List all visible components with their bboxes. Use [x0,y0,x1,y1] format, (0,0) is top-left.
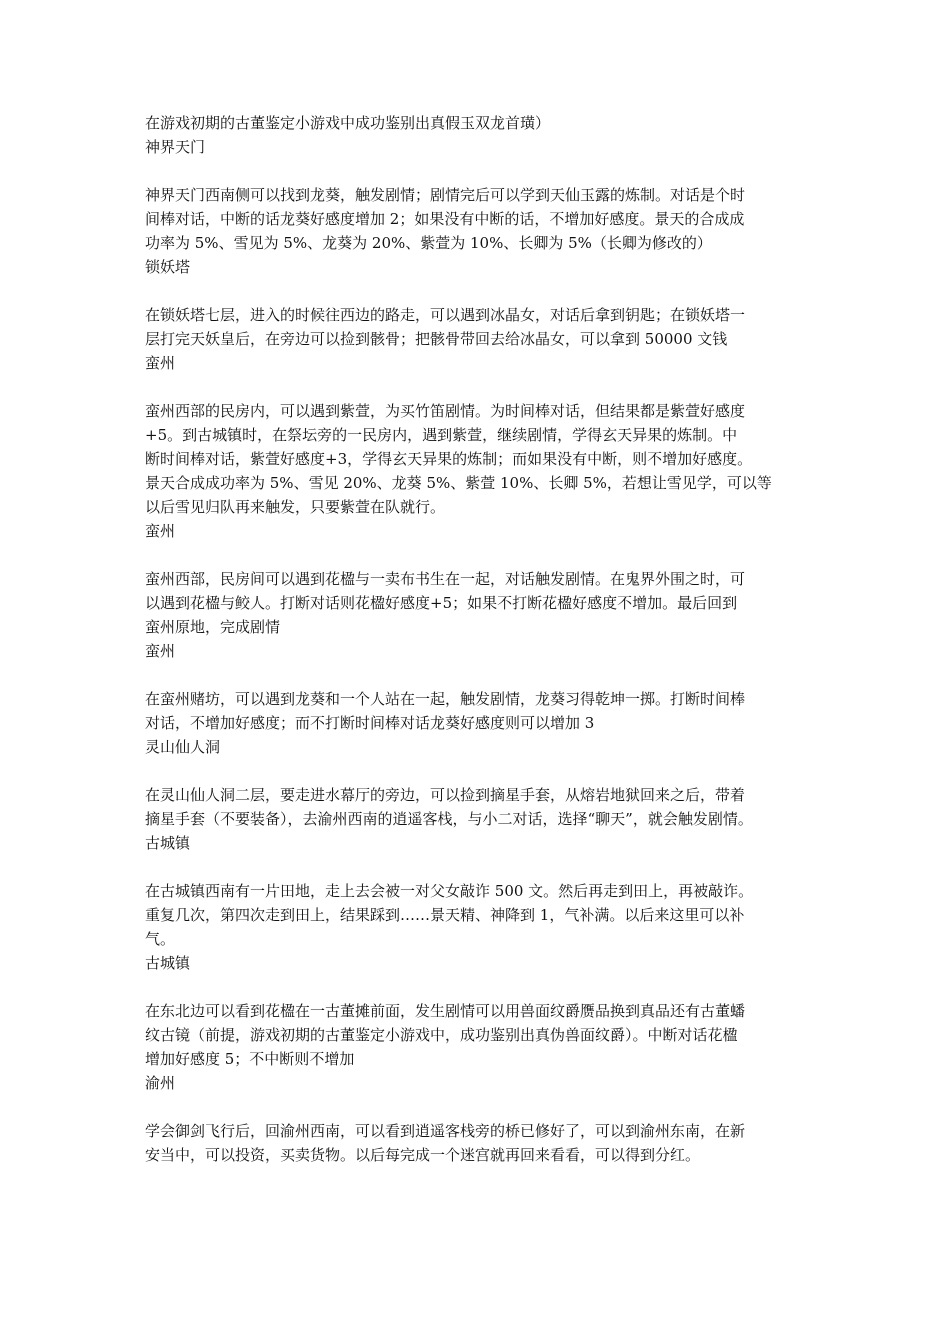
section-paragraph [145,999,810,1071]
section-paragraph [145,303,810,351]
paragraph-line: 对话，不增加好感度；而不打断时间棒对话龙葵好感度则可以增加 3 [145,714,595,732]
paragraph-gap [145,975,810,999]
paragraph-line: 在灵山仙人洞二层，要走进水幕厅的旁边，可以捡到摘星手套，从熔岩地狱回来之后，带着 [145,786,746,804]
section-paragraph [145,567,810,639]
paragraph-gap [145,375,810,399]
paragraph-gap [145,543,810,567]
section-heading: 古城镇 [145,834,191,852]
section-paragraph [145,687,810,735]
section-paragraph [145,399,810,519]
paragraph-line: 增加好感度 5；不中断则不增加 [145,1050,355,1068]
paragraph-line: 以遇到花楹与鲛人。打断对话则花楹好感度+5；如果不打断花楹好感度不增加。最后回到 [145,594,738,612]
section-paragraph [145,1119,810,1167]
paragraph-line: +5。到古城镇时，在祭坛旁的一民房内，遇到紫萱，继续剧情，学得玄天异果的炼制。中 [145,426,738,444]
section-paragraph [145,879,810,951]
section-heading: 神界天门 [145,138,206,156]
paragraph-line: 断时间棒对话，紫萱好感度+3，学得玄天异果的炼制；而如果没有中断，则不增加好感度。 [145,450,753,468]
paragraph-line: 在锁妖塔七层，进入的时候往西边的路走，可以遇到冰晶女，对话后拿到钥匙；在锁妖塔一 [145,306,746,324]
paragraph-line: 以后雪见归队再来触发，只要紫萱在队就行。 [145,498,446,516]
section-heading: 蛮州 [145,642,176,660]
paragraph-gap [145,159,810,183]
paragraph-line: 在蛮州赌坊，可以遇到龙葵和一个人站在一起，触发剧情，龙葵习得乾坤一掷。打断时间棒 [145,690,746,708]
section-paragraph [145,183,810,255]
paragraph-gap [145,279,810,303]
document-body [145,111,810,1167]
paragraph-line: 层打完天妖皇后，在旁边可以捡到骸骨；把骸骨带回去给冰晶女，可以拿到 50000 文钱 [145,330,728,348]
paragraph-line: 在古城镇西南有一片田地，走上去会被一对父女敲诈 500 文。然后再走到田上，再被敲诈。 [145,882,754,900]
paragraph-gap [145,1095,810,1119]
intro-line: 在游戏初期的古董鉴定小游戏中成功鉴别出真假玉双龙首璜） [145,114,551,132]
paragraph-gap [145,663,810,687]
paragraph-line: 重复几次，第四次走到田上，结果踩到……景天精、神降到 1，气补满。以后来这里可以补 [145,906,745,924]
paragraph-line: 功率为 5%、雪见为 5%、龙葵为 20%、紫萱为 10%、长卿为 5%（长卿为修改的） [145,234,712,252]
paragraph-gap [145,855,810,879]
paragraph-line: 景天合成成功率为 5%、雪见 20%、龙葵 5%、紫萱 10%、长卿 5%，若想让雪见学，可以等 [145,474,772,492]
section-heading: 渝州 [145,1074,176,1092]
paragraph-line: 气。 [145,930,176,948]
paragraph-gap [145,759,810,783]
section-paragraph [145,783,810,831]
paragraph-line: 神界天门西南侧可以找到龙葵，触发剧情；剧情完后可以学到天仙玉露的炼制。对话是个时 [145,186,746,204]
paragraph-line: 蛮州原地，完成剧情 [145,618,281,636]
paragraph-line: 蛮州西部，民房间可以遇到花楹与一卖布书生在一起，对话触发剧情。在鬼界外围之时，可 [145,570,746,588]
paragraph-line: 安当中，可以投资，买卖货物。以后每完成一个迷宫就再回来看看，可以得到分红。 [145,1146,701,1164]
section-heading: 蛮州 [145,522,176,540]
paragraph-line: 在东北边可以看到花楹在一古董摊前面，发生剧情可以用兽面纹爵赝品换到真品还有古董蟠 [145,1002,746,1020]
paragraph-line: 蛮州西部的民房内，可以遇到紫萱，为买竹笛剧情。为时间棒对话，但结果都是紫萱好感度 [145,402,746,420]
section-heading: 锁妖塔 [145,258,191,276]
paragraph-line: 学会御剑飞行后，回渝州西南，可以看到逍遥客栈旁的桥已修好了，可以到渝州东南，在新 [145,1122,746,1140]
section-heading: 灵山仙人洞 [145,738,221,756]
section-heading: 蛮州 [145,354,176,372]
section-heading: 古城镇 [145,954,191,972]
paragraph-line: 间棒对话，中断的话龙葵好感度增加 2；如果没有中断的话，不增加好感度。景天的合成成 [145,210,745,228]
paragraph-line: 摘星手套（不要装备），去渝州西南的逍遥客栈，与小二对话，选择“聊天”，就会触发剧情。 [145,810,753,828]
paragraph-line: 纹古镜（前提，游戏初期的古董鉴定小游戏中，成功鉴别出真伪兽面纹爵）。中断对话花楹 [145,1026,738,1044]
